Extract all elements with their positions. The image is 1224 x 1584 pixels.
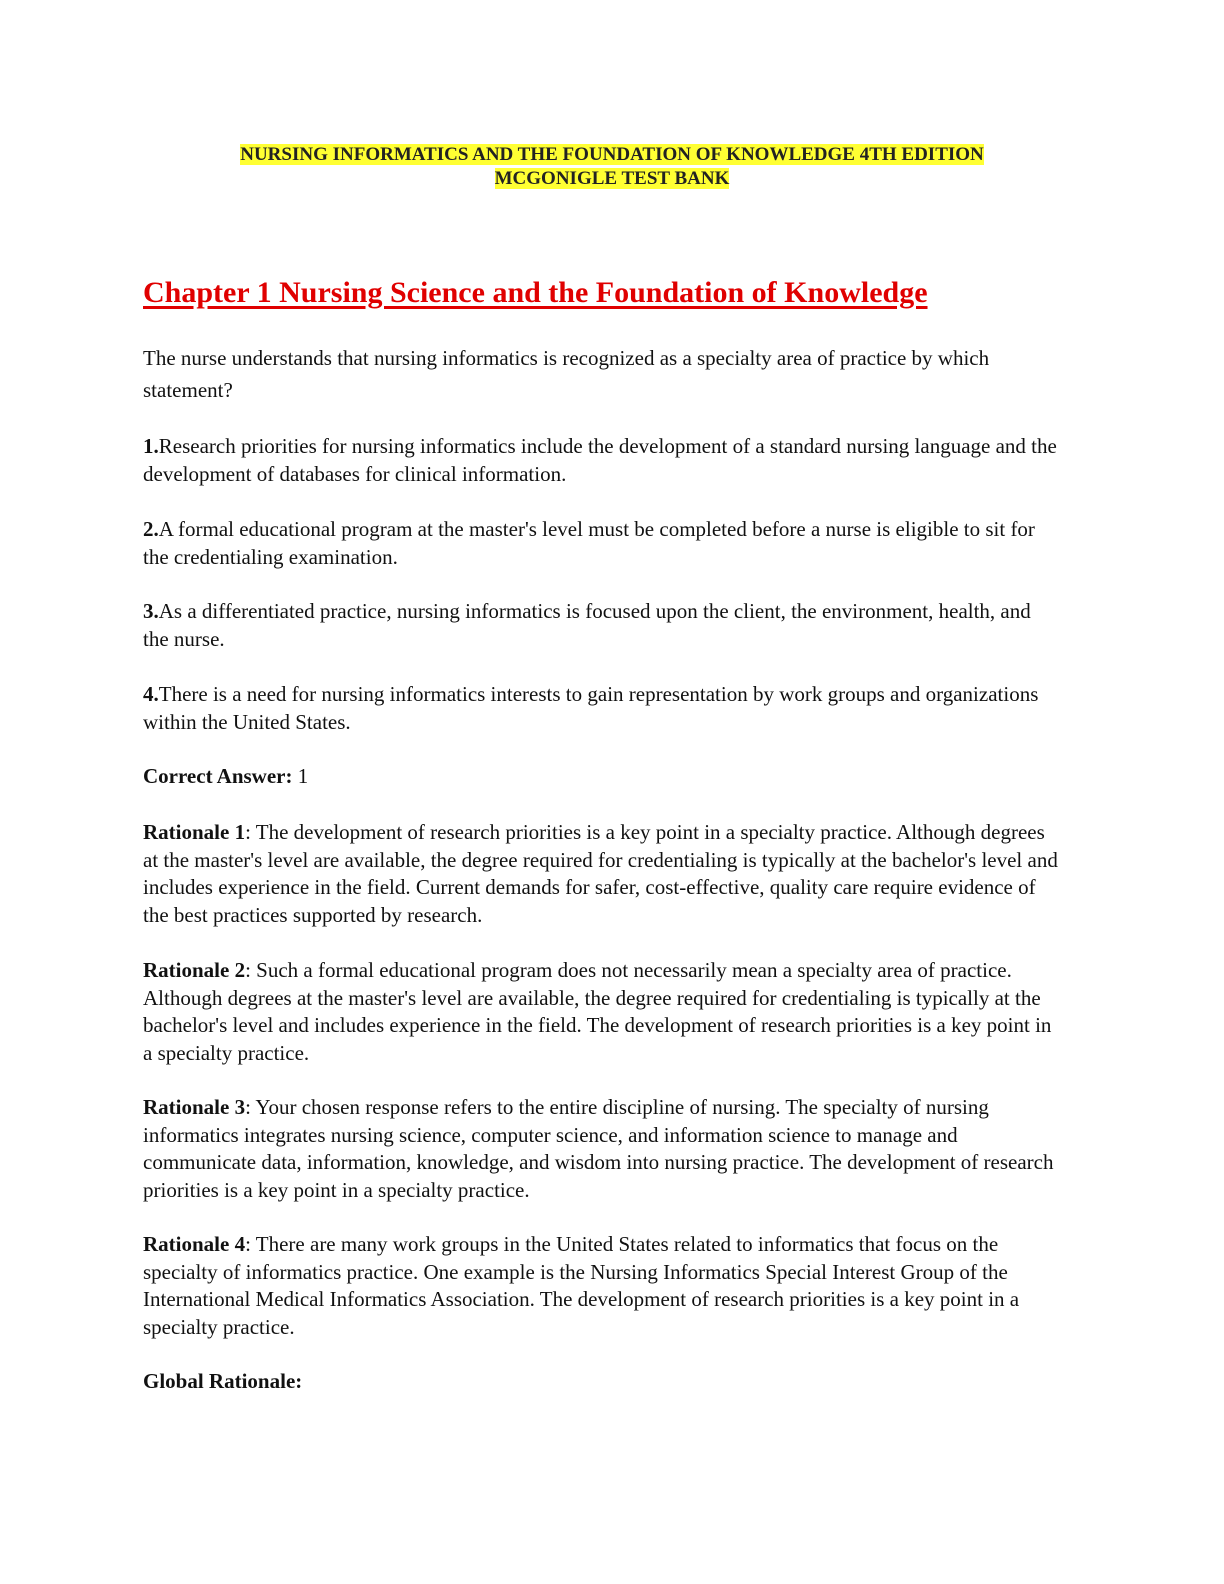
global-rationale-label: Global Rationale: <box>143 1369 303 1393</box>
rationale-text: : The development of research priorities is a key point in a specialty practice. Although degrees at the master's level are available, the degree required for credentialing is typically at the bachelor's level and includes experience in the field. Current demands for safer, cost-effective, quality care require evidence of the best practices supported by research. <box>143 820 1058 927</box>
rationale-label: Rationale 3 <box>143 1095 246 1119</box>
correct-answer <box>143 763 1058 791</box>
chapter-title: Chapter 1 Nursing Science and the Foundation of Knowledge <box>143 276 928 309</box>
rationale-label: Rationale 1 <box>143 820 246 844</box>
option-number: 2. <box>143 517 159 541</box>
answer-label: Correct Answer: <box>143 764 293 788</box>
option-1 <box>143 433 1058 488</box>
option-number: 1. <box>143 434 159 458</box>
rationale-4 <box>143 1231 1058 1341</box>
option-3 <box>143 598 1058 653</box>
option-text: A formal educational program at the master's level must be completed before a nurse is eligible to sit for the credentialing examination. <box>143 517 1035 569</box>
option-number: 3. <box>143 599 159 623</box>
rationale-text: : Your chosen response refers to the entire discipline of nursing. The specialty of nursing informatics integrates nursing science, computer science, and information science to manage and communicate data, information, knowledge, and wisdom into nursing practice. The development of research priorities is a key point in a specialty practice. <box>143 1095 1054 1202</box>
rationale-text: : Such a formal educational program does not necessarily mean a specialty area of practice. Although degrees at the master's level are available, the degree required for credentialing is typically at the bachelor's level and includes experience in the field. The development of research priorities is a key point in a specialty practice. <box>143 958 1052 1065</box>
header-line-1: NURSING INFORMATICS AND THE FOUNDATION OF KNOWLEDGE 4TH EDITION <box>240 144 984 165</box>
rationale-text: : There are many work groups in the United States related to informatics that focus on the specialty of informatics practice. One example is the Nursing Informatics Special Interest Group of the International Medical Informatics Association. The development of research priorities is a key point in a specialty practice. <box>143 1232 1020 1339</box>
option-number: 4. <box>143 682 159 706</box>
option-2 <box>143 516 1058 571</box>
rationale-1 <box>143 819 1058 929</box>
option-4 <box>143 681 1058 736</box>
rationale-2 <box>143 957 1058 1067</box>
question-stem: The nurse understands that nursing informatics is recognized as a specialty area of practice by which statement? <box>143 346 990 402</box>
global-rationale <box>143 1368 1058 1396</box>
option-text: There is a need for nursing informatics interests to gain representation by work groups and organizations within the United States. <box>143 682 1039 734</box>
header-line-2: MCGONIGLE TEST BANK <box>494 168 730 189</box>
rationale-label: Rationale 4 <box>143 1232 246 1256</box>
rationale-label: Rationale 2 <box>143 958 246 982</box>
document-header <box>0 143 1224 191</box>
answer-value: 1 <box>292 764 309 788</box>
option-text: As a differentiated practice, nursing informatics is focused upon the client, the environment, health, and the nurse. <box>143 599 1031 651</box>
rationale-3 <box>143 1094 1058 1204</box>
option-text: Research priorities for nursing informatics include the development of a standard nursing language and the development of databases for clinical information. <box>143 434 1057 486</box>
